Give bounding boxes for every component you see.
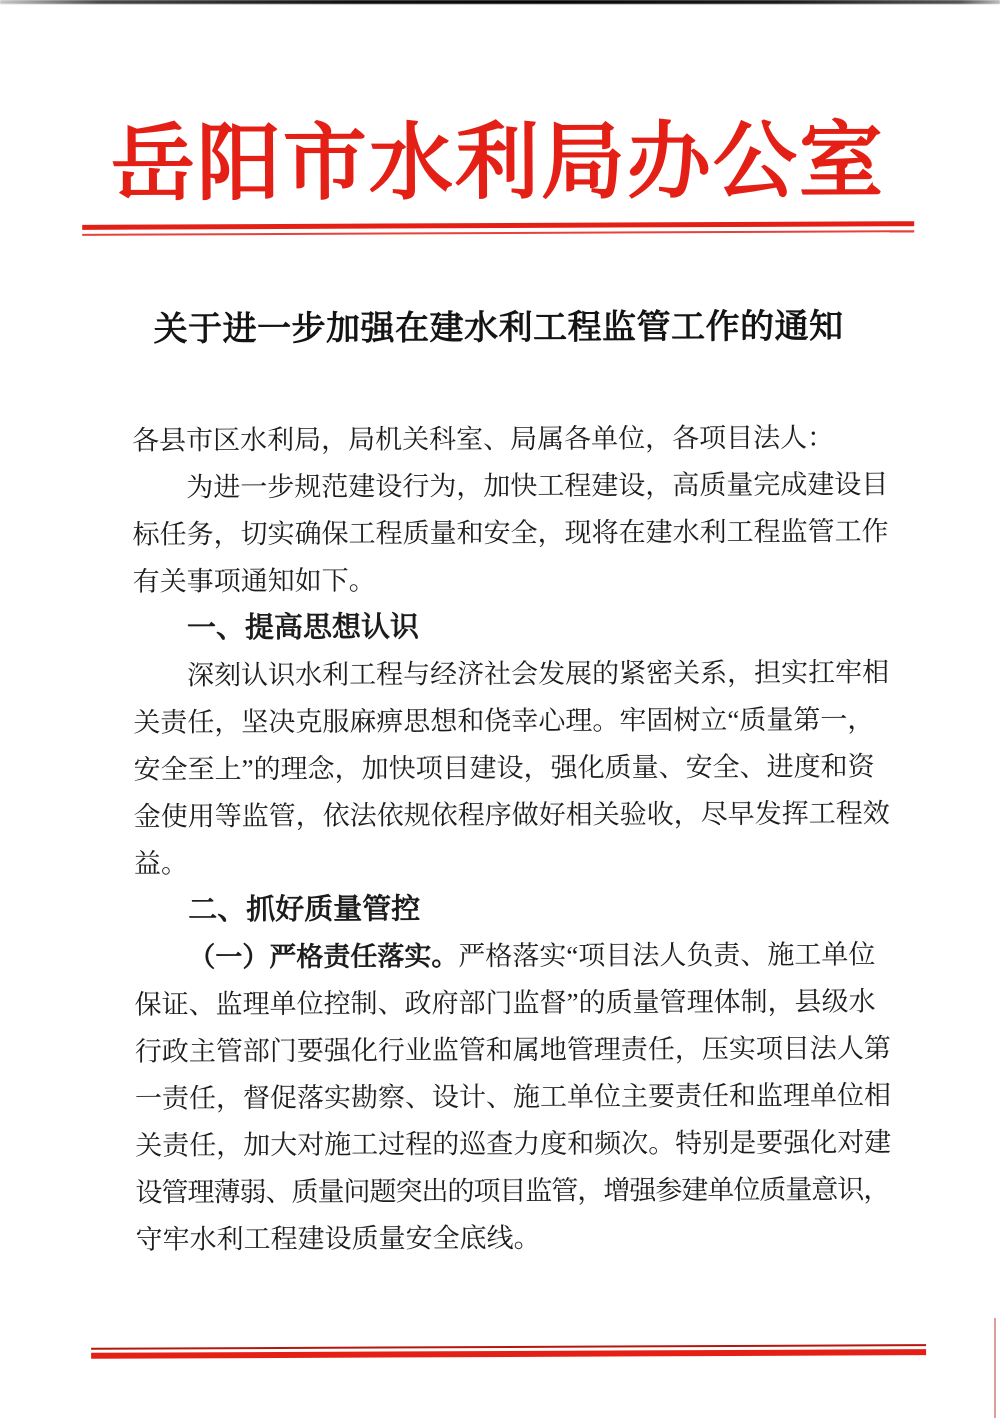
footer-double-rule bbox=[91, 1344, 926, 1359]
section-1-line-2: 关责任，坚决克服麻痹思想和侥幸心理。牢固树立“质量第一， bbox=[133, 704, 875, 738]
intro-line-2: 标任务，切实确保工程质量和安全，现将在建水利工程监管工作 bbox=[132, 516, 889, 550]
section-2-item-1-line-7: 守牢水利工程建设质量安全底线。 bbox=[135, 1222, 541, 1255]
section-2-item-1-line-1 bbox=[134, 931, 890, 981]
section-1-heading: 一、提高思想认识 bbox=[186, 611, 420, 645]
section-2-item-1-lead: （一）严格责任落实。 bbox=[188, 941, 459, 973]
scan-artifact-top-edge bbox=[0, 0, 1000, 4]
section-2-heading: 二、抓好质量管控 bbox=[188, 893, 421, 927]
letterhead bbox=[0, 0, 998, 236]
section-2-item-1-line-3: 行政主管部门要强化行业监管和属地管理责任，压实项目法人第 bbox=[134, 1033, 891, 1067]
agency-title: 岳阳市水利局办公室 bbox=[110, 115, 886, 212]
section-2-item-1-lead-rest: 严格落实“项目法人负责、施工单位 bbox=[458, 939, 876, 972]
notice-body bbox=[0, 414, 892, 1264]
section-2-item-1-line-5: 关责任，加大对施工过程的巡查力度和频次。特别是要强化对建 bbox=[135, 1127, 892, 1161]
section-1-line-4: 金使用等监管，依法依规依程序做好相关验收，尽早发挥工程效 bbox=[133, 798, 890, 832]
letterhead-double-rule bbox=[82, 221, 914, 236]
salutation-line: 各县市区水利局，局机关科室、局属各单位，各项目法人： bbox=[132, 422, 835, 456]
notice-title: 关于进一步加强在建水利工程监管工作的通知 bbox=[153, 308, 844, 349]
intro-line-3: 有关事项通知如下。 bbox=[132, 565, 376, 597]
scan-artifact-right-edge bbox=[994, 1318, 996, 1418]
section-1-line-5: 益。 bbox=[133, 848, 189, 879]
section-1-line-3: 安全至上”的理念，加快项目建设，强化质量、安全、进度和资 bbox=[133, 751, 875, 785]
section-2-item-1-line-6: 设管理薄弱、质量问题突出的项目监管，增强参建单位质量意识， bbox=[135, 1174, 890, 1208]
section-2-item-1-line-4: 一责任，督促落实勘察、设计、施工单位主要责任和监理单位相 bbox=[134, 1080, 892, 1114]
intro-line-1: 为进一步规范建设行为，加快工程建设，高质量完成建设目 bbox=[186, 469, 889, 503]
section-1-line-1: 深刻认识水利工程与经济社会发展的紧密关系，担实扛牢相 bbox=[187, 657, 890, 691]
section-2-item-1-line-2: 保证、监理单位控制、政府部门监督”的质量管理体制，县级水 bbox=[134, 986, 876, 1020]
